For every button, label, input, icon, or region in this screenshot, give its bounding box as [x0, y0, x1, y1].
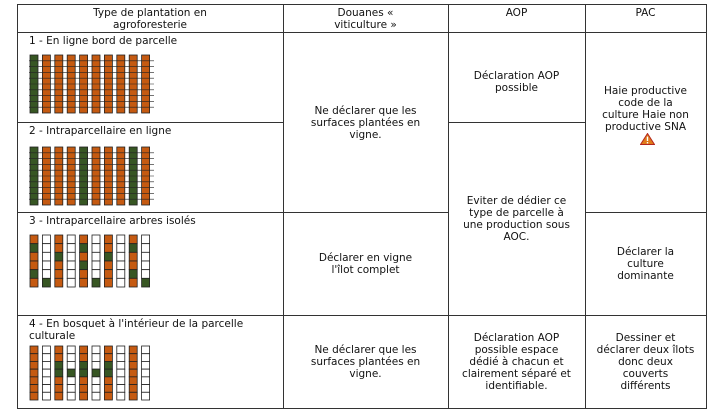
plantation-diagram-grove — [29, 345, 159, 403]
vine-cell — [92, 377, 100, 385]
douanes-cell-rows12 — [283, 33, 448, 212]
vine-cell — [42, 361, 50, 369]
table-border-bottom — [17, 408, 707, 409]
vine-cell — [129, 261, 137, 270]
vine-cell — [55, 385, 63, 393]
vine-cell — [55, 278, 63, 287]
vine-cell — [42, 385, 50, 393]
pac-text-rows12: Haie productive code de la culture Haie non productive SNA — [602, 85, 689, 133]
vine-cell — [117, 278, 125, 287]
vine-cell — [92, 392, 100, 400]
vine-cell — [92, 235, 100, 244]
vine-cell — [67, 392, 75, 400]
vine-cell — [30, 252, 38, 261]
vine-cell — [42, 261, 50, 270]
vine-cell — [80, 346, 88, 354]
vine-cell — [67, 354, 75, 362]
pac-cell-rows12 — [600, 85, 692, 147]
vine-cell — [129, 278, 137, 287]
vine-cell — [92, 361, 100, 369]
vine-cell — [80, 235, 88, 244]
vine-cell — [42, 369, 50, 377]
tree-cell — [142, 278, 150, 287]
vine-cell — [129, 354, 137, 362]
row-label-2: 2 - Intraparcellaire en ligne — [29, 125, 172, 137]
tree-cell — [92, 278, 100, 287]
vine-cell — [117, 235, 125, 244]
vine-cell — [67, 385, 75, 393]
tree-cell — [104, 361, 112, 369]
vine-cell — [67, 261, 75, 270]
row-label-4: 4 - En bosquet à l'intérieur de la parcelle culturale — [29, 318, 244, 342]
vine-cell — [30, 278, 38, 287]
vine-cell — [129, 392, 137, 400]
vine-cell — [104, 354, 112, 362]
douanes-text-row4: Ne déclarer que les surfaces plantées en vigne. — [310, 344, 421, 380]
vine-cell — [67, 278, 75, 287]
vine-cell — [80, 252, 88, 261]
vine-cell — [80, 278, 88, 287]
vine-cell — [80, 354, 88, 362]
vine-cell — [30, 235, 38, 244]
aop-cell-rows23 — [448, 123, 585, 315]
tree-cell — [104, 369, 112, 377]
vine-cell — [129, 252, 137, 261]
row-divider — [17, 122, 283, 123]
aop-cell-row4 — [448, 316, 585, 408]
vine-cell — [42, 252, 50, 261]
vine-cell — [30, 261, 38, 270]
aop-text-rows23: Eviter de dédier ce type de parcelle à une production sous AOC. — [463, 195, 570, 243]
tree-cell — [104, 252, 112, 261]
vine-cell — [117, 346, 125, 354]
douanes-cell-row4 — [283, 316, 448, 408]
vine-cell — [142, 392, 150, 400]
vine-cell — [104, 278, 112, 287]
vine-cell — [117, 377, 125, 385]
pac-text-row3: Déclarer la culture dominante — [616, 246, 675, 282]
vine-cell — [55, 235, 63, 244]
tree-cell — [30, 270, 38, 279]
vine-cell — [42, 244, 50, 253]
plantation-diagram-lines — [29, 146, 159, 208]
table-border-left — [17, 4, 18, 409]
douanes-text-rows12: Ne déclarer que les surfaces plantées en vigne. — [310, 104, 421, 141]
vine-cell — [80, 270, 88, 279]
vine-cell — [117, 270, 125, 279]
vine-cell — [67, 252, 75, 261]
aop-text-row4: Déclaration AOP possible espace dédié à chacun et clairement séparé et identifiable. — [462, 332, 571, 392]
tree-cell — [129, 244, 137, 253]
vine-cell — [104, 385, 112, 393]
vine-cell — [55, 377, 63, 385]
vine-cell — [55, 270, 63, 279]
plantation-diagram-isolated — [29, 234, 159, 290]
vine-cell — [42, 270, 50, 279]
vine-cell — [30, 354, 38, 362]
vine-cell — [30, 346, 38, 354]
vine-cell — [67, 346, 75, 354]
vine-cell — [129, 346, 137, 354]
vine-cell — [104, 244, 112, 253]
vine-cell — [117, 392, 125, 400]
vine-cell — [42, 354, 50, 362]
tree-cell — [80, 369, 88, 377]
tree-cell — [55, 369, 63, 377]
vine-cell — [117, 369, 125, 377]
vine-cell — [80, 385, 88, 393]
plantation-table — [17, 4, 711, 409]
pac-cell-row4 — [585, 316, 706, 408]
vine-cell — [42, 392, 50, 400]
douanes-cell-row3 — [283, 213, 448, 315]
vine-cell — [142, 369, 150, 377]
pac-cell-row3 — [585, 213, 706, 315]
vine-cell — [55, 354, 63, 362]
tree-cell — [67, 369, 75, 377]
vine-cell — [129, 361, 137, 369]
vine-cell — [142, 361, 150, 369]
vine-cell — [80, 377, 88, 385]
vine-cell — [129, 235, 137, 244]
tree-cell — [80, 261, 88, 270]
vine-cell — [67, 361, 75, 369]
vine-cell — [104, 346, 112, 354]
vine-cell — [92, 244, 100, 253]
table-border-top — [17, 4, 707, 5]
vine-cell — [92, 252, 100, 261]
vine-cell — [142, 346, 150, 354]
vine-cell — [142, 235, 150, 244]
vine-cell — [104, 261, 112, 270]
vine-cell — [117, 361, 125, 369]
vine-cell — [117, 252, 125, 261]
vine-cell — [92, 261, 100, 270]
vine-cell — [129, 369, 137, 377]
vine-cell — [42, 235, 50, 244]
vine-cell — [67, 235, 75, 244]
vine-cell — [55, 261, 63, 270]
vine-cell — [92, 270, 100, 279]
vine-cell — [142, 252, 150, 261]
vine-cell — [142, 377, 150, 385]
vine-cell — [104, 270, 112, 279]
vine-cell — [92, 354, 100, 362]
vine-cell — [104, 392, 112, 400]
vine-cell — [104, 235, 112, 244]
vine-cell — [117, 385, 125, 393]
vine-cell — [80, 392, 88, 400]
tree-cell — [55, 361, 63, 369]
vine-cell — [30, 361, 38, 369]
row-label-3: 3 - Intraparcellaire arbres isolés — [29, 215, 196, 227]
vine-cell — [55, 244, 63, 253]
vine-cell — [92, 346, 100, 354]
vine-cell — [142, 385, 150, 393]
vine-cell — [30, 377, 38, 385]
vine-cell — [117, 261, 125, 270]
header-pac: PAC — [635, 7, 656, 19]
header-plantation-type: Type de plantation en agroforesterie — [93, 7, 207, 31]
vine-cell — [42, 377, 50, 385]
pac-text-row4: Dessiner et déclarer deux îlots donc deux couverts différents — [596, 332, 695, 392]
vine-cell — [142, 244, 150, 253]
aop-text-row1: Déclaration AOP possible — [473, 70, 560, 94]
vine-cell — [30, 392, 38, 400]
vine-cell — [30, 385, 38, 393]
vine-cell — [67, 244, 75, 253]
warning-icon — [640, 133, 655, 145]
vine-cell — [129, 385, 137, 393]
douanes-text-row3: Déclarer en vigne l'îlot complet — [318, 252, 413, 276]
vine-cell — [67, 377, 75, 385]
tree-cell — [42, 278, 50, 287]
vine-cell — [104, 377, 112, 385]
tree-cell — [92, 369, 100, 377]
vine-cell — [30, 369, 38, 377]
vine-cell — [117, 354, 125, 362]
vine-cell — [55, 346, 63, 354]
tree-cell — [80, 244, 88, 253]
vine-cell — [142, 270, 150, 279]
table-border-right — [706, 4, 707, 409]
row-label-1: 1 - En ligne bord de parcelle — [29, 35, 178, 47]
vine-cell — [129, 377, 137, 385]
plantation-diagram-edge — [29, 54, 159, 116]
tree-cell — [30, 244, 38, 253]
tree-cell — [129, 270, 137, 279]
vine-cell — [55, 392, 63, 400]
vine-cell — [42, 346, 50, 354]
vine-cell — [92, 385, 100, 393]
tree-cell — [55, 252, 63, 261]
tree-cell — [80, 361, 88, 369]
vine-cell — [142, 261, 150, 270]
header-aop: AOP — [505, 7, 528, 19]
vine-cell — [142, 354, 150, 362]
vine-cell — [67, 270, 75, 279]
header-douanes: Douanes « viticulture » — [334, 7, 397, 31]
vine-cell — [117, 244, 125, 253]
